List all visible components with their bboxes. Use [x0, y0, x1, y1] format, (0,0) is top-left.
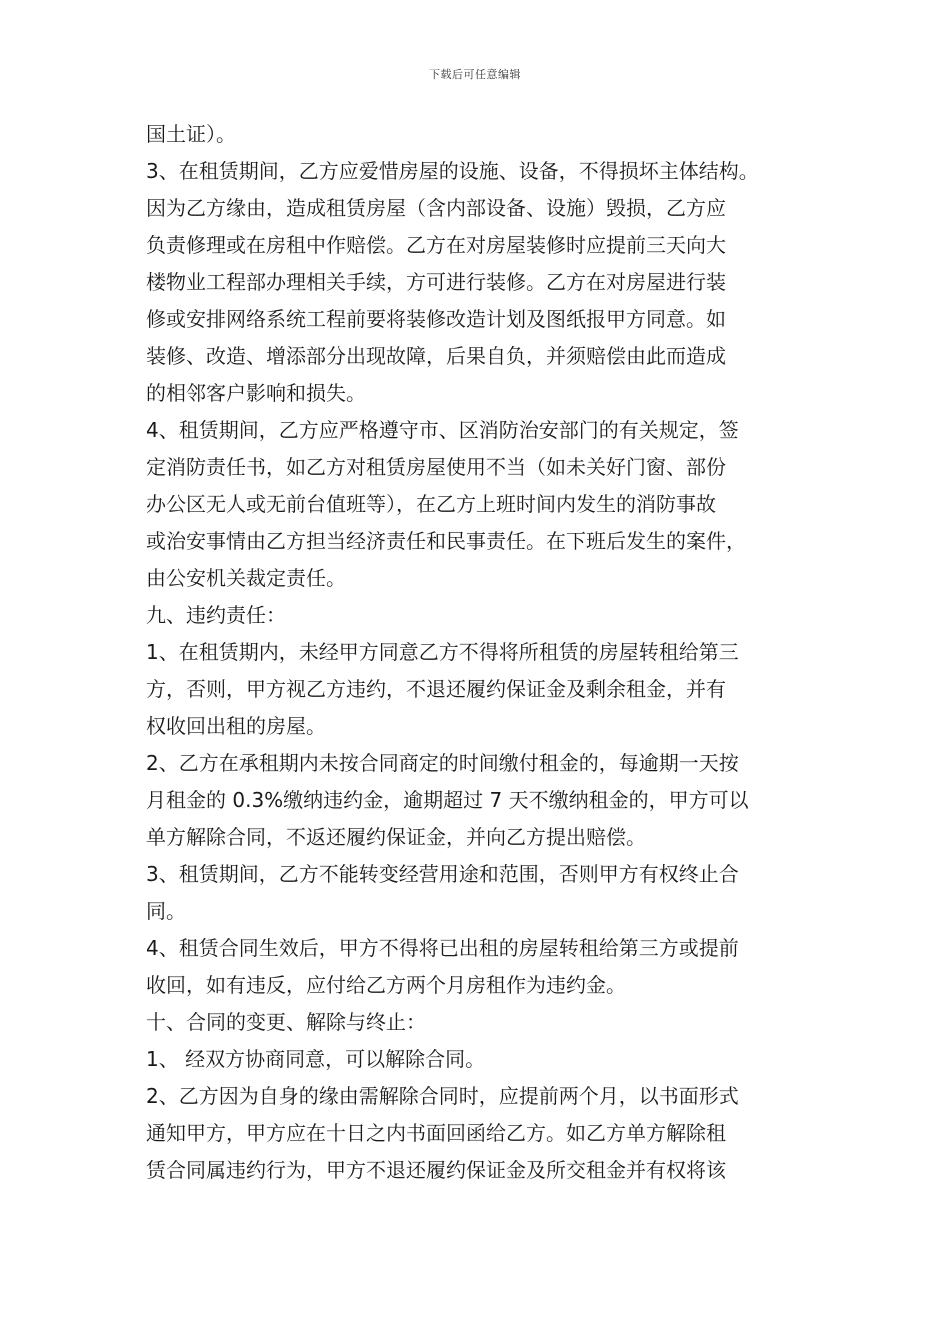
text-line: 1、 经双方协商同意，可以解除合同。: [146, 1047, 486, 1071]
text-line: 同。: [146, 899, 186, 923]
text-line: 2、乙方在承租期内未按合同商定的时间缴付租金的，每逾期一天按: [146, 751, 739, 775]
text-line: 单方解除合同，不返还履约保证金，并向乙方提出赔偿。: [146, 825, 646, 849]
text-line: 2、乙方因为自身的缘由需解除合同时，应提前两个月，以书面形式: [146, 1084, 739, 1108]
section-heading: 十、合同的变更、解除与终止：: [146, 1010, 426, 1034]
text-line: 赁合同属违约行为，甲方不退还履约保证金及所交租金并有权将该: [146, 1158, 726, 1182]
text-line: 楼物业工程部办理相关手续，方可进行装修。乙方在对房屋进行装: [146, 270, 726, 294]
text-line: 办公区无人或无前台值班等），在乙方上班时间内发生的消防事故: [146, 492, 716, 516]
text-line: 3、租赁期间，乙方不能转变经营用途和范围，否则甲方有权终止合: [146, 862, 739, 886]
text-line: 1、在租赁期内，未经甲方同意乙方不得将所租赁的房屋转租给第三: [146, 640, 739, 664]
text-line: 负责修理或在房租中作赔偿。乙方在对房屋装修时应提前三天向大: [146, 233, 726, 257]
text-line: 装修、改造、增添部分出现故障，后果自负，并须赔偿由此而造成: [146, 344, 726, 368]
text-line: 方，否则，甲方视乙方违约，不退还履约保证金及剩余租金，并有: [146, 677, 726, 701]
document-body: [146, 116, 816, 1189]
text-line: 的相邻客户影响和损失。: [146, 381, 366, 405]
text-line: 权收回出租的房屋。: [146, 714, 326, 738]
text-line: 定消防责任书，如乙方对租赁房屋使用不当（如未关好门窗、部份: [146, 455, 726, 479]
text-line: 4、租赁期间，乙方应严格遵守市、区消防治安部门的有关规定，签: [146, 418, 739, 442]
page-header: 下载后可任意编辑: [429, 68, 521, 81]
text-line: 或治安事情由乙方担当经济责任和民事责任。在下班后发生的案件，: [146, 529, 746, 553]
text-line: 3、在租赁期间，乙方应爱惜房屋的设施、设备，不得损坏主体结构。: [146, 159, 759, 183]
text-line: 国土证）。: [146, 122, 236, 146]
text-line: 月租金的 0.3%缴纳违约金，逾期超过 7 天不缴纳租金的，甲方可以: [146, 788, 749, 812]
text-line: 由公安机关裁定责任。: [146, 566, 346, 590]
text-line: 因为乙方缘由，造成租赁房屋（含内部设备、设施）毁损，乙方应: [146, 196, 726, 220]
text-line: 4、租赁合同生效后，甲方不得将已出租的房屋转租给第三方或提前: [146, 936, 739, 960]
text-line: 通知甲方，甲方应在十日之内书面回函给乙方。如乙方单方解除租: [146, 1121, 726, 1145]
text-line: 收回，如有违反，应付给乙方两个月房租作为违约金。: [146, 973, 626, 997]
section-heading: 九、违约责任：: [146, 603, 286, 627]
text-line: 修或安排网络系统工程前要将装修改造计划及图纸报甲方同意。如: [146, 307, 726, 331]
